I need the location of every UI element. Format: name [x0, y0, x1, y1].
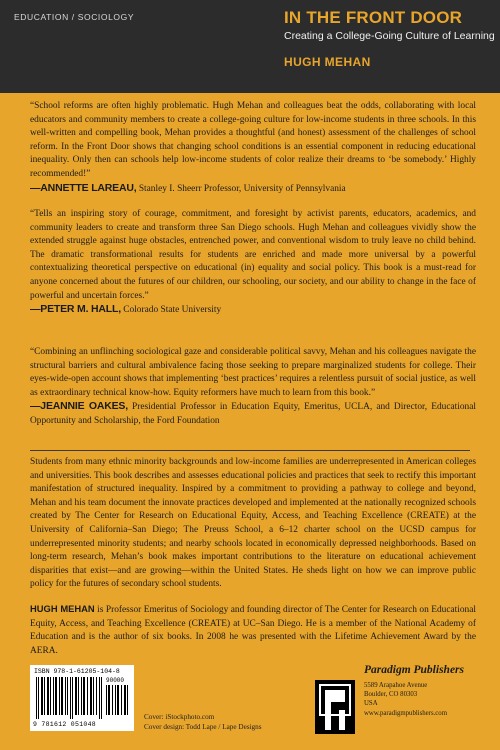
book-description: Students from many ethnic minority backgrounds and low-income families are underrepresented in American colleges and universities. This book describes and assesses educational policies and practices that seek to rectify this important manifestation of structured inequality. Inspired by a commitment to providing a pathway to college and beyond, Mehan and his team document the innovate practices developed and implemented at the nationally recognized schools created by The Center for Research on Educational Equity, Access, and Teaching Excellence (CREATE) at the University of California–San Diego; The Preuss School, a 6–12 charter school on the UCSD campus for underrepresented minority students; and nearby schools located in economically depressed neighborhoods. Based on long-term research, Mehan’s book makes important contributions to the literature on educational achievement disparities that exist—and are growing—within the United States. He sheds light on how we can improve public policy for the futures of secondary school students. [30, 457, 476, 590]
price-code: 90000 [106, 677, 125, 684]
isbn-number: ISBN 978-1-61205-104-8 [34, 668, 120, 675]
endorsement-quote: “School reforms are often highly problematic. Hugh Mehan and colleagues beat the odds, collaborating with local educators and community members to create a college-going culture for low-income students in three schools. In this well-written and compelling book, Mehan provides a thoughtful (and honest) assessment of the challenges of school reform. In the Front Door shows that changing school conditions is an essential component in reducing educational inequality. Only then can schools help low-income students of color realize their dreams to ‘be somebody.’ Highly recommended!” [30, 101, 476, 179]
publisher-website: www.paradigmpublishers.com [364, 709, 447, 717]
book-title: IN THE FRONT DOOR [284, 8, 463, 27]
endorsement-1 [30, 100, 476, 196]
isbn-barcode [30, 665, 134, 731]
publisher-address-line: 5589 Arapahoe Avenue [364, 682, 428, 689]
endorsement-affiliation: Presidential Professor in Education Equity, Emeritus, UCLA, and Director, Educational Opportunity and Scholarship, the Ford Foundation [30, 402, 476, 426]
endorsement-quote: “Tells an inspiring story of courage, commitment, and foresight by activist parents, educators, academics, and community leaders to create and transform three San Diego schools. Hugh Mehan and colleagues vividly show the extended struggle against huge obstacles, entrenched power, and conventional wisdom to truly leave no child behind. The dramatic transformational results for students are enriched and made more universal by a powerful contextualizing theoretical perspective on educational (in) equality and social policy. This book is a must-read for anyone concerned about the futures of our children, our schooling, our society, and our ability to change in the face of powerful and uncertain forces.” [30, 209, 476, 301]
publisher-address-line: Boulder, CO 80303 [364, 691, 418, 699]
publisher-logo [315, 680, 355, 734]
barcode-digits: 9 781612 051048 [33, 721, 97, 728]
category-label: EDUCATION / SOCIOLOGY [14, 12, 135, 22]
book-subtitle: Creating a College-Going Culture of Learning [284, 30, 495, 42]
header-band [0, 0, 500, 93]
endorsement-attribution [30, 303, 476, 318]
cover-design-credit: Cover design: Todd Lape / Lape Designs [144, 723, 262, 731]
bio-author-name: HUGH MEHAN [30, 603, 95, 614]
cover-photo-credit: Cover: iStockphoto.com [144, 713, 215, 721]
endorsement-attribution [30, 182, 476, 197]
cover-credits [144, 712, 262, 732]
endorsement-name: —ANNETTE LAREAU, [30, 181, 137, 194]
endorsement-name: —JEANNIE OAKES, [30, 400, 128, 413]
endorsement-name: —PETER M. HALL, [30, 303, 121, 316]
endorsement-2 [30, 208, 476, 318]
author-name: HUGH MEHAN [284, 55, 371, 69]
publisher-address-line: USA [364, 700, 378, 708]
endorsement-affiliation: Stanley I. Sheerr Professor, University of Pennsylvania [136, 183, 346, 194]
endorsement-quote: “Combining an unflinching sociological gaze and considerable political savvy, Mehan and his colleagues navigate the structural barriers and cultural ambivalence facing those seeking to prepare marginalized students for college. Their eyes-wide-open account shows that implementing ‘best practices’ requires a relentless pursuit of social justice, as well as extraordinary technical know-how. Equity reformers have much to learn from this book.” [30, 347, 476, 398]
endorsement-3 [30, 346, 476, 429]
author-bio [30, 602, 476, 658]
endorsement-affiliation: Colorado State University [120, 305, 222, 316]
publisher-logo-mark [315, 680, 355, 734]
publisher-name: Paradigm Publishers [364, 664, 465, 676]
endorsement-attribution [30, 400, 476, 428]
section-divider [30, 450, 470, 451]
bio-text: is Professor Emeritus of Sociology and founding director of The Center for Research on Educational Equity, Access, and Teaching Excellence (CREATE) at UC–San Diego. He is a member of the National Academy of Education and is the author of six books. In 2008 he was presented with the Lifetime Achievement Award by the AERA. [30, 605, 476, 656]
publisher-address [364, 681, 447, 718]
